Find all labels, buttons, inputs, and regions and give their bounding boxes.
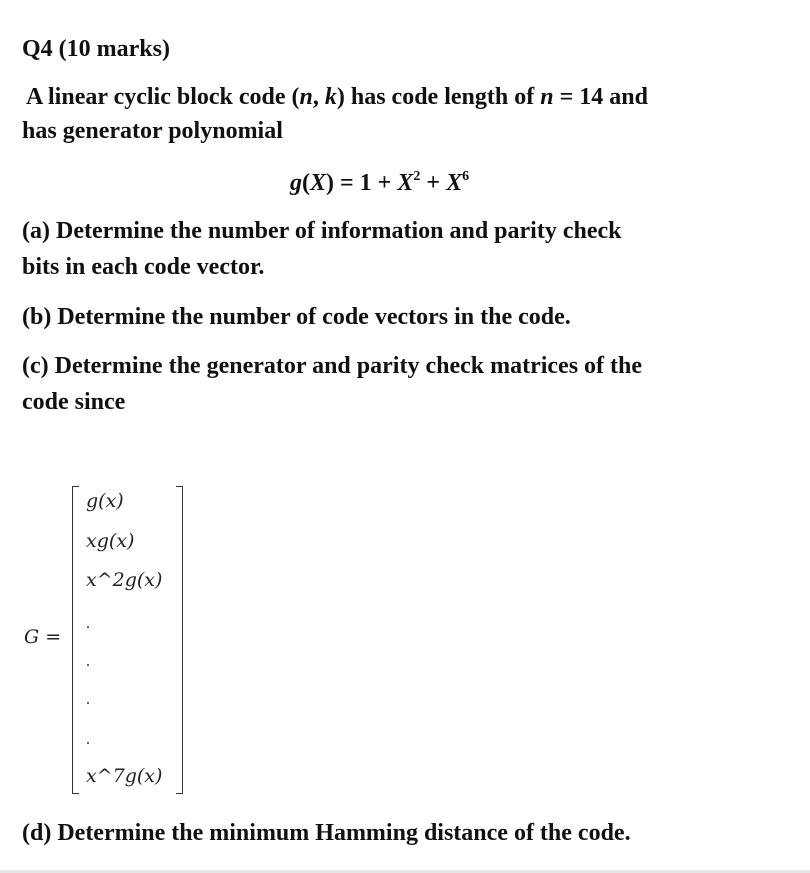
matrix-row-last: x^7g(x) xyxy=(86,765,163,787)
part-c-line-2: code since xyxy=(22,389,126,415)
right-bracket xyxy=(176,486,183,794)
part-d: (d) Determine the minimum Hamming distance of the code. xyxy=(22,820,631,846)
matrix-row-1: g(x) xyxy=(86,490,124,512)
part-c-line-1: (c) Determine the generator and parity check matrices of the xyxy=(22,353,643,379)
part-b: (b) Determine the number of code vectors in the code. xyxy=(22,304,571,330)
matrix-row-3: x^2g(x) xyxy=(86,569,163,591)
matrix-ellipsis-dot xyxy=(87,626,89,628)
part-a-line-1: (a) Determine the number of information and parity check xyxy=(22,218,622,244)
intro-line-2: has generator polynomial xyxy=(22,118,283,144)
matrix-label: G = xyxy=(24,626,62,648)
left-bracket xyxy=(72,486,79,794)
intro-line-1: A linear cyclic block code (n, k) has code length of n = 14 and xyxy=(26,84,648,110)
matrix-ellipsis-dot xyxy=(87,742,89,744)
question-heading: Q4 (10 marks) xyxy=(22,36,170,62)
matrix-row-2: xg(x) xyxy=(86,530,135,552)
matrix-ellipsis-dot xyxy=(87,702,89,704)
generator-polynomial: $g(X) = 1 + X^2 + X^6$ xyxy=(290,169,470,196)
part-a-line-2: bits in each code vector. xyxy=(22,254,265,280)
matrix-ellipsis-dot xyxy=(87,664,89,666)
